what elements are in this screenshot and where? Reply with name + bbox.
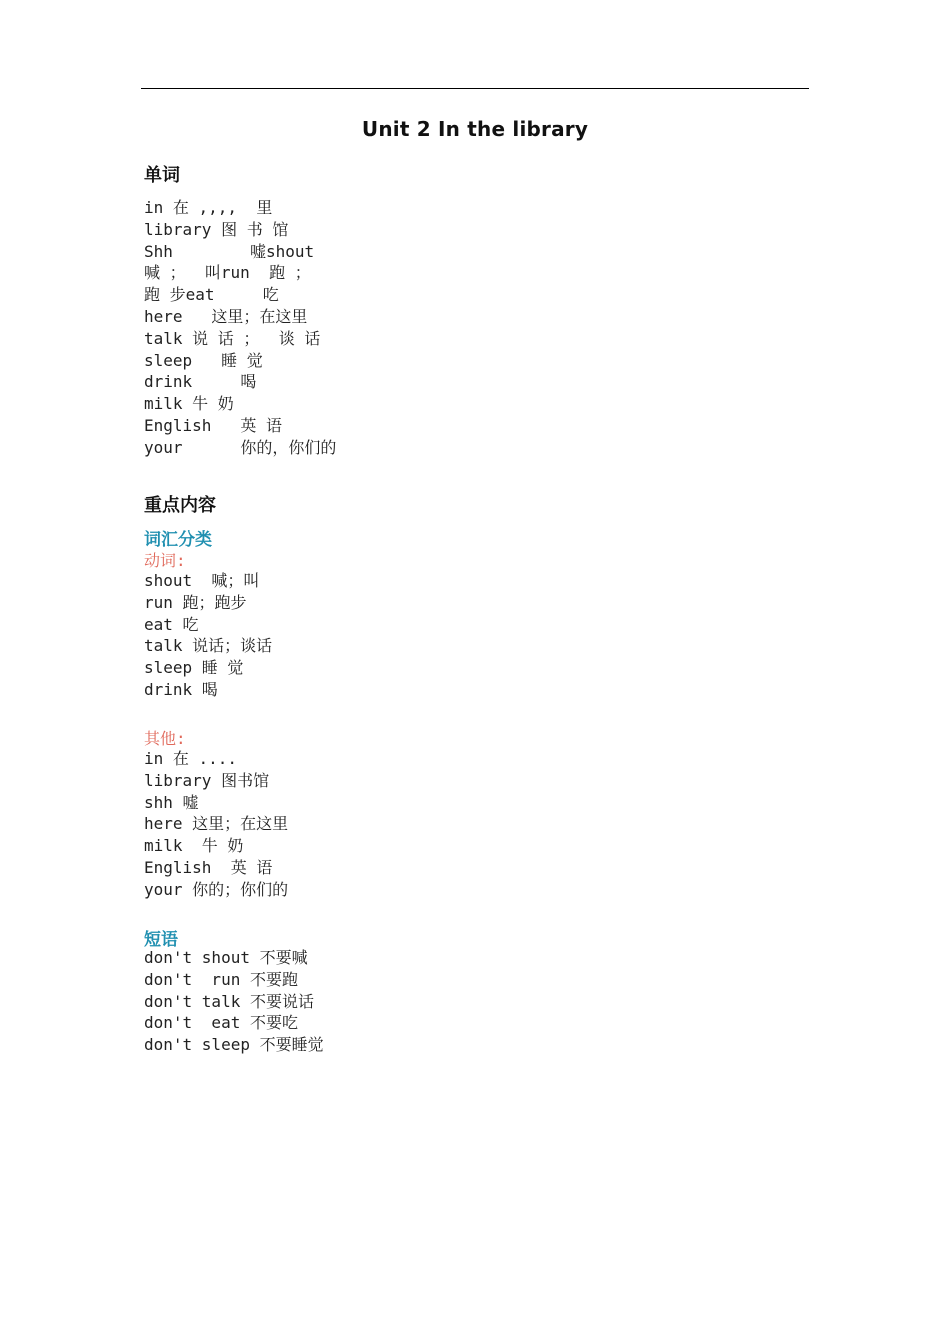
vocab-line: your 你的，你们的	[144, 437, 337, 457]
vocab-line: sleep 睡 觉	[144, 350, 263, 370]
verb-line: shout 喊；叫	[144, 571, 260, 590]
vocab-line: 跑 步eat 吃	[144, 285, 279, 305]
verbs-label: 动词:	[144, 551, 186, 570]
classification-heading: 词汇分类	[144, 530, 212, 550]
header-rule	[141, 88, 809, 89]
others-label: 其他:	[144, 729, 186, 748]
others-list	[144, 748, 288, 901]
verb-line: drink 喝	[144, 679, 218, 699]
vocab-line: here 这里；在这里	[144, 306, 308, 326]
vocab-line: library 图 书 馆	[144, 219, 289, 239]
key-content-heading: 重点内容	[144, 495, 216, 516]
verb-line: run 跑；跑步	[144, 592, 247, 612]
vocab-line: talk 说 话 ； 谈 话	[144, 328, 321, 348]
other-word-line: shh 嘘	[144, 792, 199, 812]
verb-line: sleep 睡 觉	[144, 658, 244, 678]
phrase-line: don't sleep 不要睡觉	[144, 1035, 324, 1055]
vocab-heading: 单词	[144, 165, 180, 186]
other-word-line: in 在 ....	[144, 749, 238, 768]
phrase-line: don't run 不要跑	[144, 969, 298, 989]
vocab-line: drink 喝	[144, 372, 257, 392]
other-word-line: milk 牛 奶	[144, 836, 244, 856]
other-word-line: here 这里；在这里	[144, 814, 289, 834]
phrase-line: don't eat 不要吃	[144, 1013, 298, 1033]
vocab-line: in 在 ,,,, 里	[144, 198, 273, 217]
other-word-line: your 你的；你们的	[144, 879, 289, 899]
phrases-list	[144, 947, 324, 1056]
vocab-line: English 英 语	[144, 415, 282, 435]
page-title: Unit 2 In the library	[361, 117, 589, 141]
vocab-line: milk 牛 奶	[144, 394, 234, 414]
phrase-line: don't shout 不要喊	[144, 948, 308, 967]
vocab-line: 喊 ； 叫run 跑 ；	[144, 263, 311, 283]
other-word-line: library 图书馆	[144, 770, 270, 790]
vocab-list	[144, 197, 336, 459]
verb-line: eat 吃	[144, 614, 199, 634]
phrase-line: don't talk 不要说话	[144, 991, 314, 1011]
vocab-line: Shh 嘘shout	[144, 241, 315, 261]
other-word-line: English 英 语	[144, 857, 273, 877]
verbs-list	[144, 570, 272, 701]
verb-line: talk 说话；谈话	[144, 636, 273, 656]
phrases-heading: 短语	[144, 930, 178, 950]
